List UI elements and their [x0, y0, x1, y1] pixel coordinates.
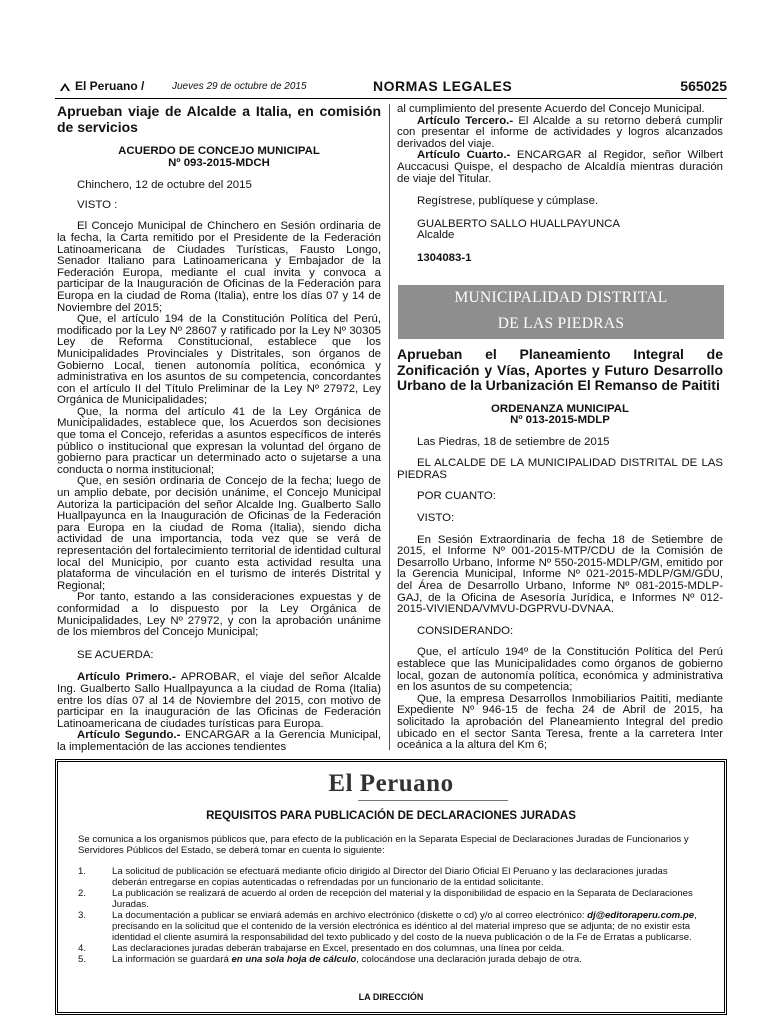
article-clause: [57, 672, 381, 730]
signer-title: Alcalde: [417, 229, 455, 242]
left-column: [57, 104, 381, 754]
list-item: 4. Las declaraciones juradas deberán trabajarse en Excel, presentado en dos columnas, una línea por celda.: [78, 943, 565, 954]
doc-number: Nº 093-2015-MDCH: [168, 156, 270, 169]
list-item: 1. La solicitud de publicación se efectuará mediante oficio dirigido al Director del Diario Oficial El Peruano y las declaraciones juradas deberán entregarse en copias autenticadas o refrendadas por un funcionario de la entidad solicitante.: [78, 866, 668, 888]
clause-text: ENCARGAR al Regidor, señor Wilbert Auccacusi Quispe, el despacho de Alcaldía mientras duración de viaje del Titular.: [397, 149, 723, 185]
notice-intro: Se comunica a los organismos públicos que, para efecto de la publicación en la Separata Especial de Declaraciones Juradas de Funcionarios y Servidores Públicos del Estado, se deberá tomar en cuenta lo siguiente:: [78, 834, 689, 856]
article-clause: [397, 116, 723, 151]
por-cuanto-label: POR CUANTO:: [417, 490, 496, 503]
visto-label: VISTO:: [417, 512, 455, 525]
place-date: Chinchero, 12 de octubre del 2015: [77, 179, 252, 192]
signer-name: GUALBERTO SALLO HUALLPAYUNCA: [417, 217, 620, 230]
publication-code: 1304083-1: [417, 251, 472, 264]
email-link[interactable]: dj@editoraperu.com.pe: [587, 910, 695, 921]
paragraph: Que, el artículo 194 de la Constitución Política del Perú, modificado por la Ley Nº 28607 y ratificado por la Ley Nº 30305 Ley de Reforma Constitucional, establece que los Municipalidades Provinciales y Distritales, son órganos de Gobierno Local, tienen autonomía política, económica y administrativa en los asuntos de su competencia, concordantes con el artículo II del Título Preliminar de la Ley Nº 27972, Ley Orgánica de Municipalidades;: [57, 313, 381, 407]
notice-title: REQUISITOS PARA PUBLICACIÓN DE DECLARACIONES JURADAS: [206, 810, 576, 822]
paragraph: Por tanto, estando a las consideraciones expuestas y de conformidad a lo dispuesto por la Ley Orgánica de Municipalidades, Ley Nº 27972, y con la aprobación unánime de los miembros del Concejo Municipal;: [57, 591, 381, 639]
page-number: 565025: [680, 78, 727, 94]
right-article: [397, 347, 723, 752]
doc-type: ORDENANZA MUNICIPAL: [491, 402, 629, 415]
visto-label: VISTO :: [77, 198, 118, 211]
considerando-label: CONSIDERANDO:: [417, 624, 514, 637]
closing-formula: Regístrese, publíquese y cúmplase.: [417, 195, 599, 208]
acuerda-label: SE ACUERDA:: [77, 648, 154, 661]
list-item: 5. La información se guardará en una sola hoja de cálculo, colocándose una declaración jurada debajo de otra.: [78, 954, 582, 965]
banner-line: MUNICIPALIDAD DISTRITAL: [454, 289, 668, 306]
paragraph: En Sesión Extraordinaria de fecha 18 de Setiembre de 2015, el Informe Nº 001-2015-MTP/CDU de la Comisión de Desarrollo Urbano, Informe Nº 550-2015-MDLP/GM, emitido por la Gerencia Municipal, Informe Nº 021-2015-MDLP/GM/GDU, del Área de Desarrollo Urbano, Informe Nº 081-2015-MDLP-GAJ, de la Oficina de Asesoría Jurídica, e Informes Nº 012-2015-VIVIENDA/VMVU-DGPRVU-DVNAA.: [397, 533, 723, 616]
alcalde-line: EL ALCALDE DE LA MUNICIPALIDAD DISTRITAL DE LAS PIEDRAS: [397, 457, 723, 481]
clause-text: ENCARGAR a la Gerencia Municipal, la implementación de las acciones tendientes: [57, 729, 381, 753]
clause-label: Artículo Segundo.-: [77, 729, 181, 742]
doc-number: Nº 013-2015-MDLP: [510, 414, 610, 427]
article-headline: Aprueban el Planeamiento Integral de Zonificación y Vías, Aportes y Futuro Desarrollo Urbano de la Urbanización El Remanso de Paititi: [397, 346, 723, 393]
clause-text: APROBAR, el viaje del señor Alcalde Ing. Gualberto Sallo Huallpayunca a la ciudad de Roma (Italia) entre los días 07 al 14 de Noviembre del 2015, con motivo de participar en la inauguración de las Oficinas de Federación Latinoamericana de ciudades turísticas para Europa.: [57, 671, 382, 730]
clause-text: El Alcalde a su retorno deberá cumplir con presentar el informe de actividades y logros alcanzados derivados del viaje.: [397, 114, 723, 150]
clause-label: Artículo Cuarto.-: [417, 149, 511, 162]
paragraph: Que, en sesión ordinaria de Concejo de la fecha; luego de un amplio debate, por decisión unánime, el Concejo Municipal Autoriza la participación del señor Alcalde Ing. Gualberto Sallo Huallpayunca en la Inauguración de Oficinas de la Federación para Europa en la ciudad de Roma (Italia), siendo dicha actividad de una importancia, toda vez que se verá de representación del fortalecimiento territorial de identidad cultural local del Municipio, por cuanto esta actividad resulta una plataforma de vinculación en el turismo de interés Distrital y Regional;: [57, 475, 381, 592]
municipality-banner: [398, 285, 724, 339]
page-header: [55, 76, 727, 99]
newspaper-logo-icon: [59, 81, 71, 93]
place-date: Las Piedras, 18 de setiembre de 2015: [417, 435, 610, 448]
article-headline: Aprueban viaje de Alcalde a Italia, en comisión de servicios: [57, 103, 381, 135]
article-clause: [397, 150, 723, 185]
banner-line: DE LAS PIEDRAS: [497, 315, 625, 332]
list-item: 3. La documentación a publicar se enviará además en archivo electrónico (diskette o cd) y/o al correo electrónico: dj@editoraperu.com.pe, precisando en la solicitud que el contenido de la versión electrónica es idéntico al del material impreso que se adjunta; de no existir esta identidad el cliente asumirá la responsabilidad del texto publicado y del costo de la nueva publicación o de la Fe de Erratas a publicarse.: [78, 910, 697, 943]
article-clause: [57, 730, 381, 753]
right-column: [397, 104, 723, 265]
list-item: 2. La publicación se realizará de acuerdo al orden de recepción del material y la disponibilidad de espacio en la Separata de Declaraciones Juradas.: [78, 888, 693, 910]
paragraph: Que, la norma del artículo 41 de la Ley Orgánica de Municipalidades, establece que, los Acuerdos son decisiones que toma el Concejo, referidas a asuntos específicos de interés público o institucional que expresan la voluntad del órgano de gobierno para practicar un determinado acto o sujetarse a una conducta o norma institucional;: [57, 405, 381, 476]
paragraph: El Concejo Municipal de Chinchero en Sesión ordinaria de la fecha, la Carta remitido por el Presidente de la Federación Latinoamericana de Ciudades Turísticas, Fausto Longo, Senador Italiano para Latinoamericana y Embajador de la Federación Europa, mediante el cual invita y convoca a participar de la Inauguración de Oficinas de la Federación para Europa en la ciudad de Roma (Italia), entre los días 07 y 14 de Noviembre del 2015;: [57, 220, 381, 314]
logo-underline: [358, 800, 508, 801]
issue-date: Jueves 29 de octubre de 2015: [172, 81, 307, 92]
newspaper-name: El Peruano /: [75, 79, 145, 93]
paragraph-continuation: al cumplimiento del presente Acuerdo del Concejo Municipal.: [397, 103, 705, 115]
notice-box: [55, 759, 727, 1015]
paragraph: Que, la empresa Desarrollos Inmobiliarios Paititi, mediante Expediente Nº 946-15 de fecha 24 de Abril de 2015, ha solicitado la aprobación del Planeamiento Integral del predio ubicado en el sector Santa Teresa, frente a la carretera Inter oceánica a la altura del Km 6;: [397, 692, 723, 752]
paragraph: Que, el artículo 194º de la Constitución Política del Perú establece que las Municipalidades como órganos de gobierno local, gozan de autonomía política, económica y administrativa en los asuntos de su competencia;: [397, 646, 723, 694]
notice-signature: LA DIRECCIÓN: [358, 992, 424, 1002]
el-peruano-logo: El Peruano: [328, 770, 454, 797]
column-divider: [389, 104, 390, 750]
section-title: NORMAS LEGALES: [373, 78, 513, 94]
clause-label: Artículo Tercero.-: [417, 114, 514, 127]
clause-label: Artículo Primero.-: [77, 671, 176, 684]
requirements-list: [78, 866, 704, 965]
doc-type: ACUERDO DE CONCEJO MUNICIPAL: [118, 145, 320, 157]
